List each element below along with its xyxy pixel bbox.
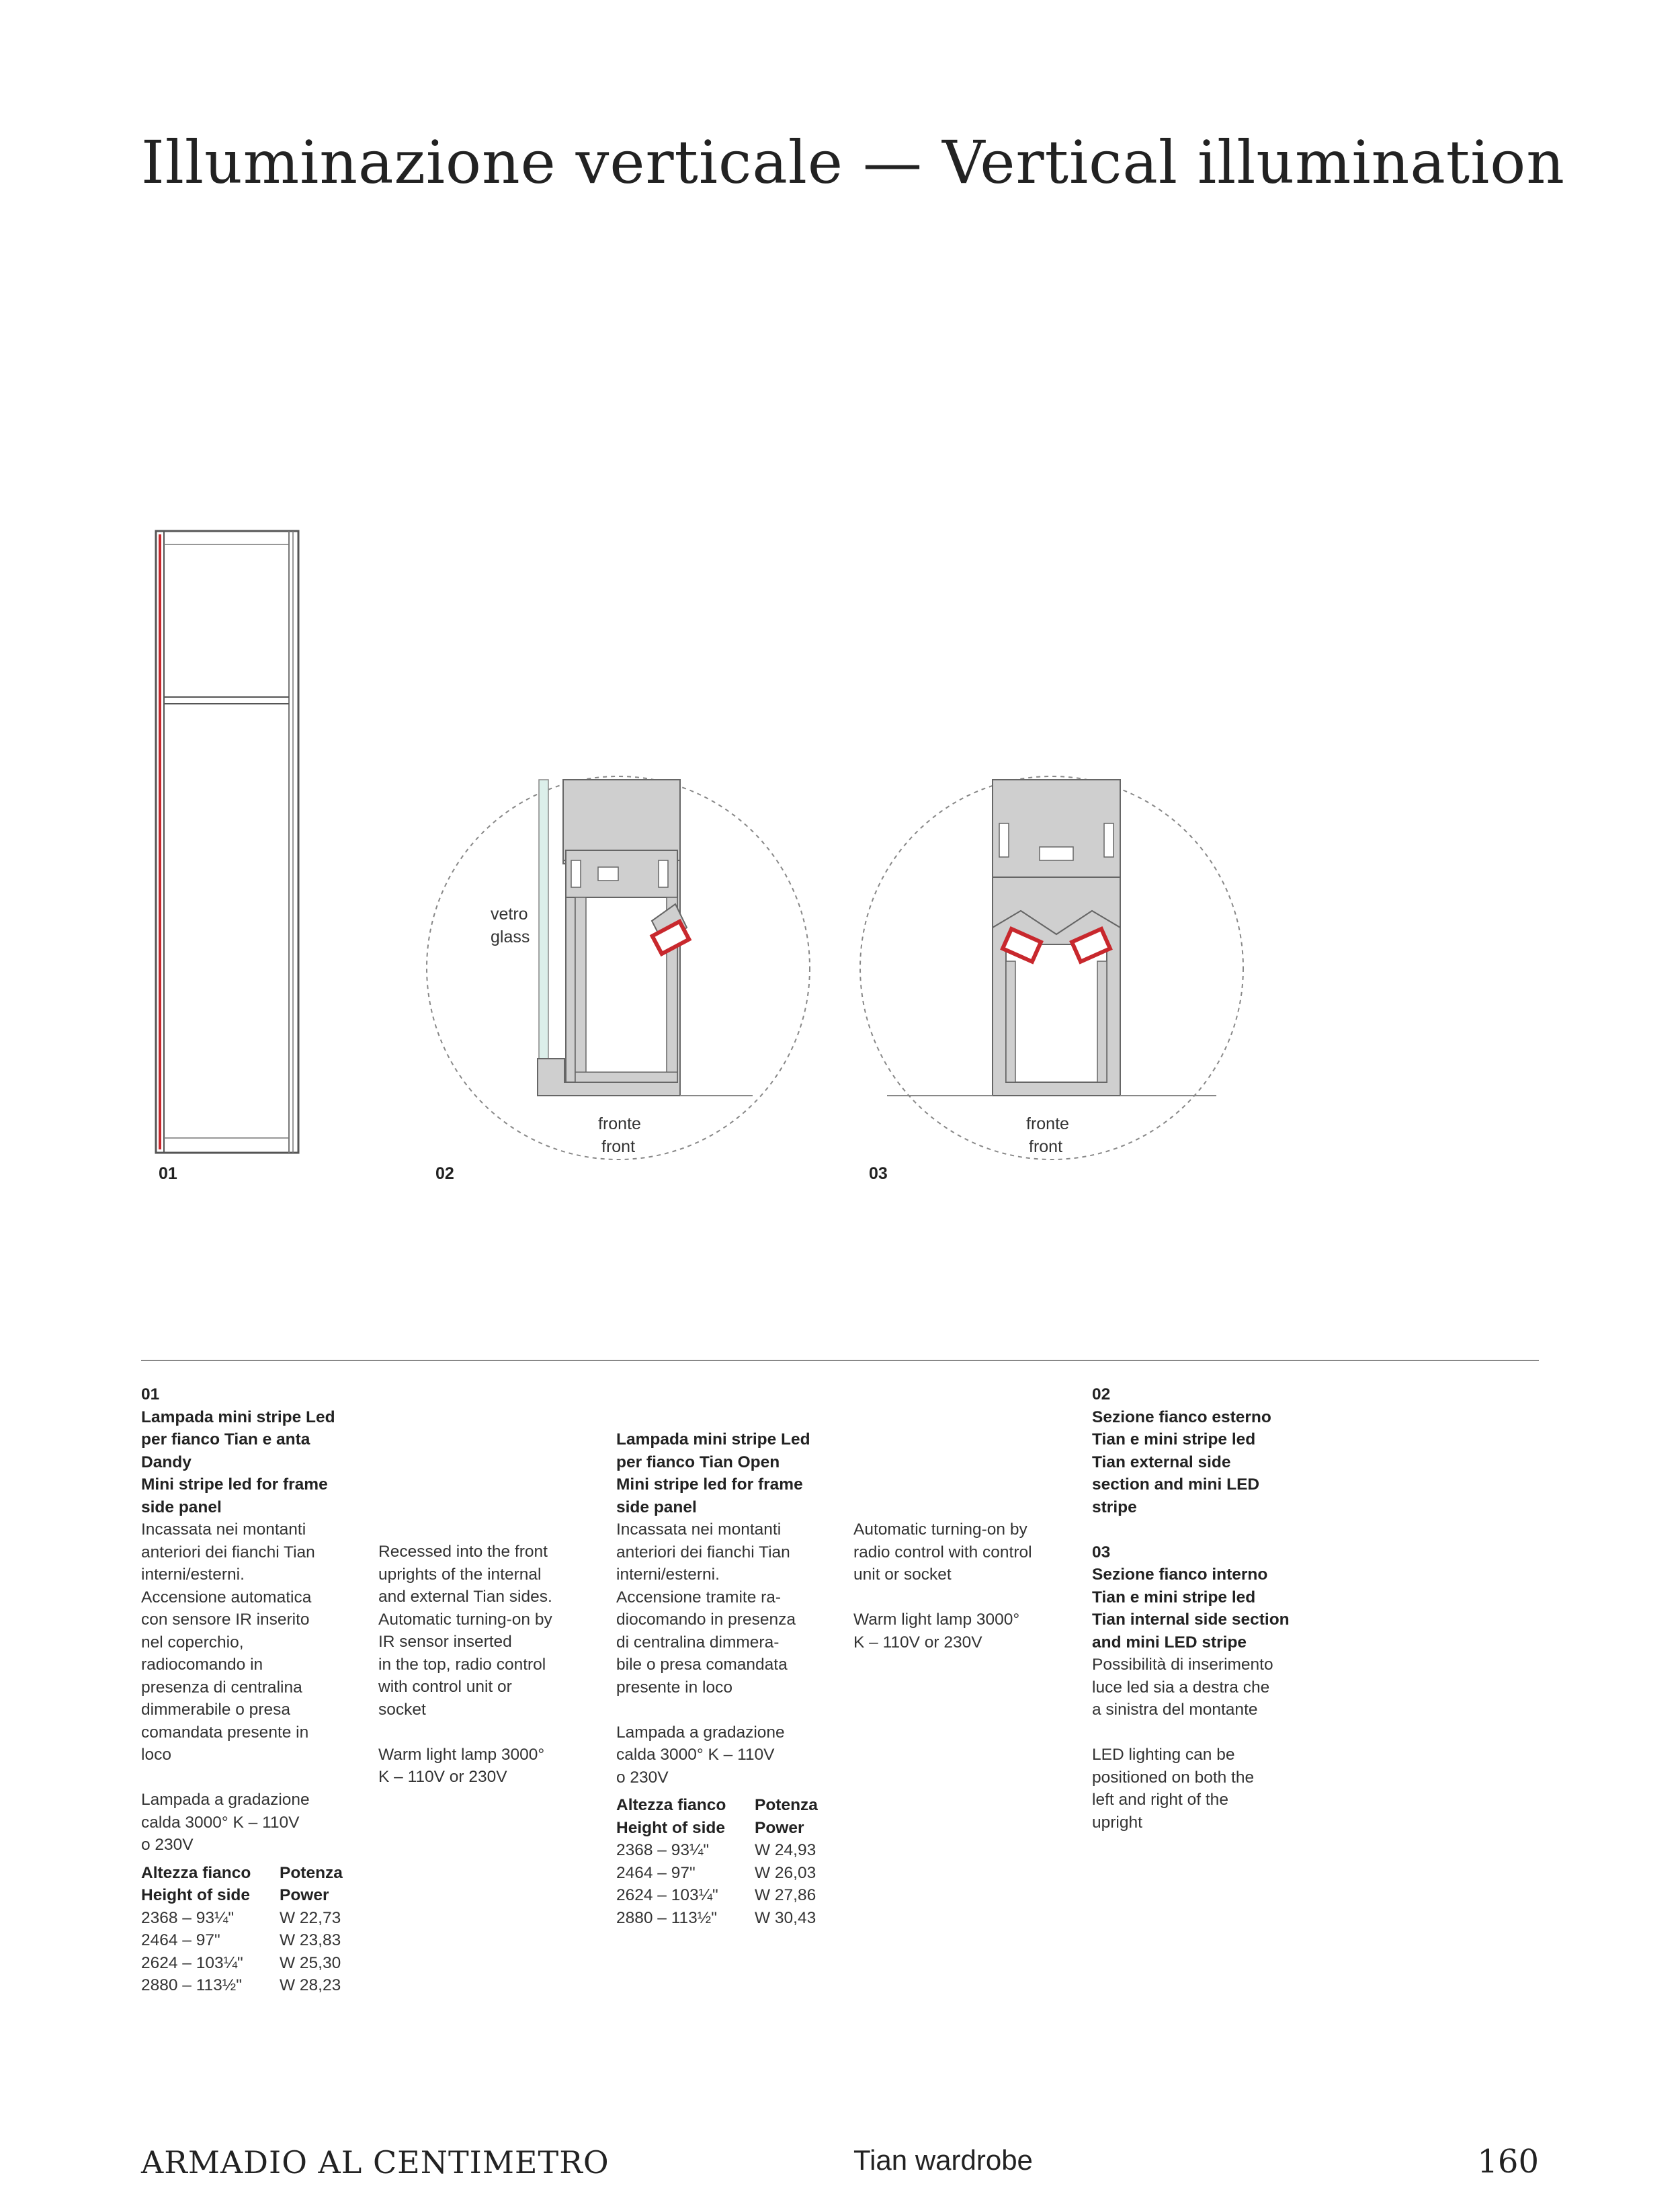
col4-text-en: Automatic turning-on by radio control with control unit or socket bbox=[853, 1520, 1032, 1584]
label-vetro: vetro bbox=[491, 905, 528, 924]
figure-number: 03 bbox=[869, 1164, 888, 1183]
label-fronte: fronte bbox=[1026, 1114, 1069, 1133]
glass-panel bbox=[539, 780, 548, 1086]
table-header: Potenza bbox=[280, 1863, 343, 1882]
footer-collection: ARMADIO AL CENTIMETRO bbox=[141, 2144, 610, 2181]
col4-lamp-en: Warm light lamp 3000° K – 110V or 230V bbox=[853, 1611, 1020, 1652]
col1-text-it: Incassata nei montanti anteriori dei fianchi Tian interni/esterni. Accensione automatica con sensore IR inserito nel coperchio, radiocomando in presenza di centralina dimmerabile o presa comandata presente in loco bbox=[141, 1520, 315, 1764]
table-row: 2624 – 103¼" W 25,30 bbox=[141, 1953, 341, 1972]
page-number: 160 bbox=[1477, 2143, 1539, 2181]
col2-text-en: Recessed into the front uprights of the internal and external Tian sides. Automatic turning-on by IR sensor inserted in the top, radio control with control unit or socket bbox=[378, 1543, 552, 1719]
col-02 bbox=[378, 1541, 593, 1789]
table-header: Potenza bbox=[755, 1796, 818, 1814]
table-header: Power bbox=[755, 1818, 804, 1837]
col1-lamp-it: Lampada a gradazione calda 3000° K – 110V o 230V bbox=[141, 1791, 310, 1854]
figure-02-external-section bbox=[417, 766, 820, 1170]
col3-spec-table bbox=[616, 1794, 818, 1929]
col3-heading: Lampada mini stripe Led per fianco Tian Open Mini stripe led for frame side panel bbox=[616, 1430, 810, 1516]
col-04 bbox=[853, 1518, 1068, 1654]
footer-product: Tian wardrobe bbox=[853, 2144, 1033, 2176]
col1-heading: Lampada mini stripe Led per fianco Tian e anta Dandy Mini stripe led for frame side panel bbox=[141, 1408, 335, 1516]
table-row: 2880 – 113½" W 30,43 bbox=[616, 1908, 816, 1927]
section-number: 01 bbox=[141, 1385, 160, 1403]
table-row: 2464 – 97" W 23,83 bbox=[141, 1931, 341, 1949]
col-01 bbox=[141, 1383, 356, 1997]
figure-number: 02 bbox=[435, 1164, 454, 1183]
section-number: 03 bbox=[1092, 1543, 1111, 1561]
figure-01-side-panel bbox=[153, 528, 308, 1159]
figure-number: 01 bbox=[159, 1164, 177, 1183]
col5-text-it: Possibilità di inserimento luce led sia a destra che a sinistra del montante bbox=[1092, 1656, 1273, 1719]
col5-heading-02: Sezione fianco esterno Tian e mini stripe led Tian external side section and mini LED stripe bbox=[1092, 1408, 1271, 1516]
section-number: 02 bbox=[1092, 1385, 1111, 1403]
table-row: 2880 – 113½" W 28,23 bbox=[141, 1976, 341, 1994]
col5-heading-03: Sezione fianco interno Tian e mini stripe led Tian internal side section and mini LED stripe bbox=[1092, 1565, 1290, 1652]
table-header: Altezza fianco bbox=[616, 1796, 726, 1814]
label-glass: glass bbox=[491, 928, 530, 946]
col-05 bbox=[1092, 1383, 1307, 1834]
col2-lamp-en: Warm light lamp 3000° K – 110V or 230V bbox=[378, 1745, 545, 1786]
table-row: 2368 – 93¼" W 22,73 bbox=[141, 1908, 341, 1927]
label-front: front bbox=[1029, 1137, 1063, 1156]
table-row: 2464 – 97" W 26,03 bbox=[616, 1863, 816, 1882]
divider bbox=[141, 1360, 1539, 1361]
figure-03-internal-section bbox=[850, 766, 1253, 1170]
col3-text-it: Incassata nei montanti anteriori dei fianchi Tian interni/esterni. Accensione tramite ra- diocomando in presenza di centralina dimmera- bile o presa comandata presente in loco bbox=[616, 1520, 796, 1697]
page-title: Illuminazione verticale — Vertical illumination bbox=[141, 128, 1565, 197]
led-stripe bbox=[159, 534, 161, 1149]
table-row: 2624 – 103¼" W 27,86 bbox=[616, 1886, 816, 1904]
col1-spec-table bbox=[141, 1862, 343, 1997]
label-front: front bbox=[601, 1137, 636, 1156]
table-header: Altezza fianco bbox=[141, 1863, 251, 1882]
table-header: Height of side bbox=[141, 1886, 250, 1904]
col3-lamp-it: Lampada a gradazione calda 3000° K – 110V o 230V bbox=[616, 1723, 785, 1787]
col5-text-en: LED lighting can be positioned on both the left and right of the upright bbox=[1092, 1746, 1255, 1832]
table-header: Power bbox=[280, 1886, 329, 1904]
table-row: 2368 – 93¼" W 24,93 bbox=[616, 1841, 816, 1859]
col-03 bbox=[616, 1428, 831, 1929]
label-fronte: fronte bbox=[598, 1114, 641, 1133]
table-header: Height of side bbox=[616, 1818, 725, 1837]
